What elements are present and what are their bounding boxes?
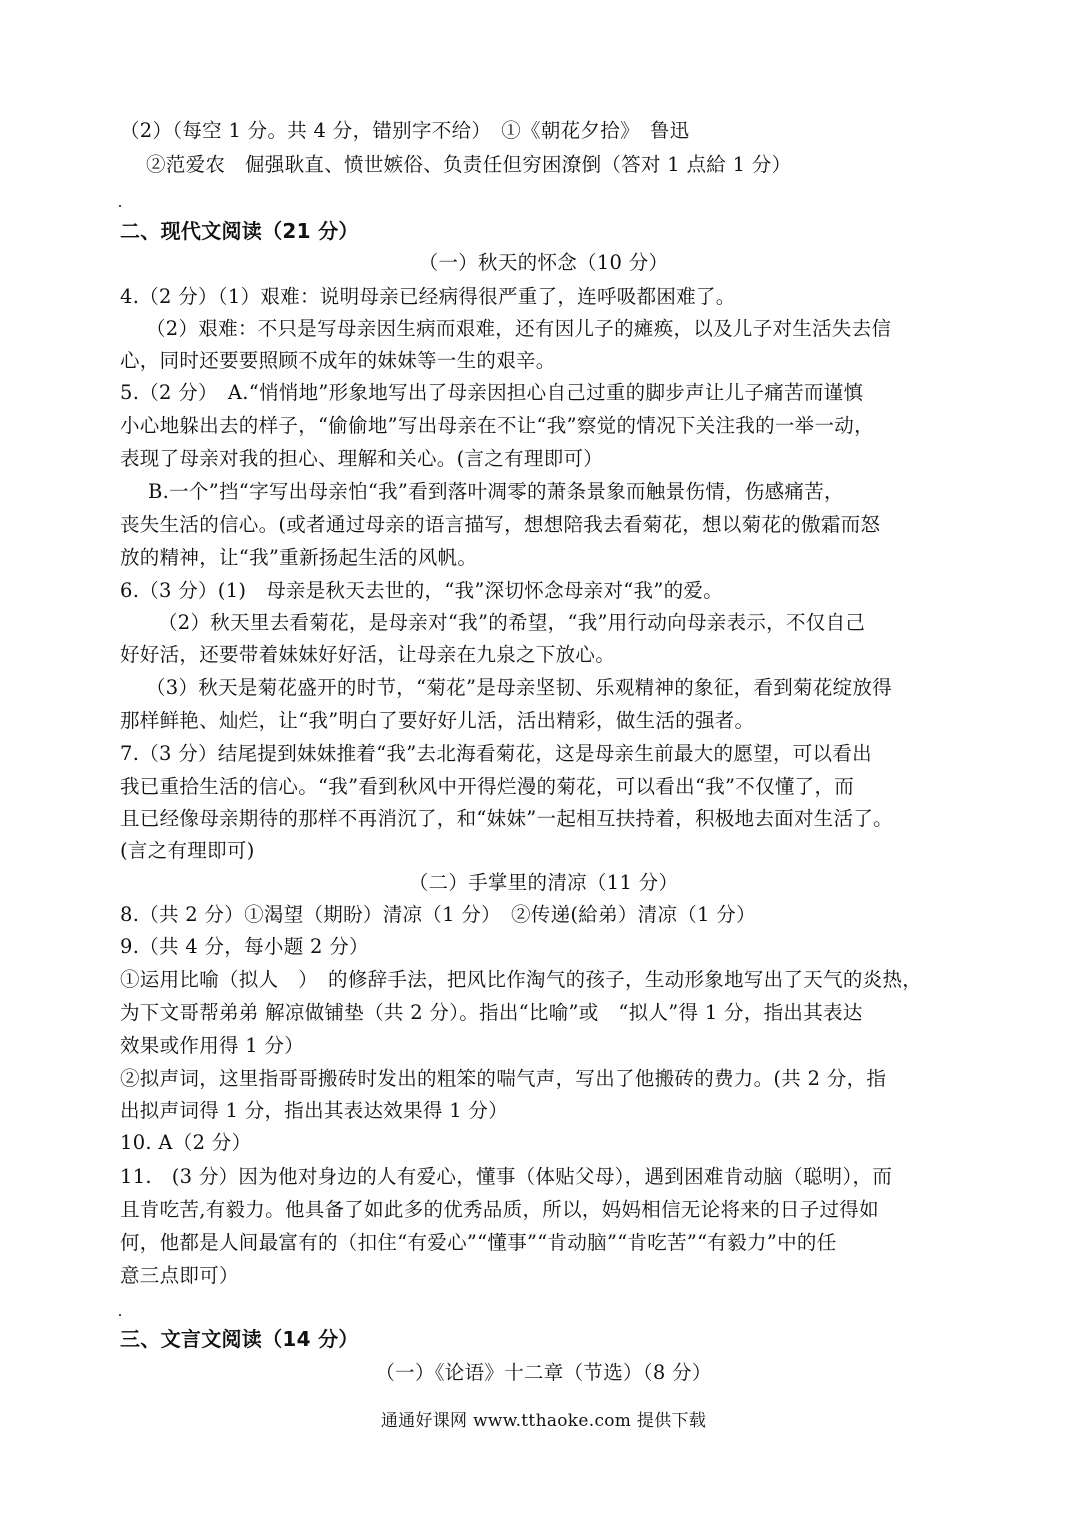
answer-line: 我已重拾生活的信心。“我”看到秋风中开得烂漫的菊花，可以看出“我”不仅懂了，而 (120, 775, 855, 798)
answer-line: B.一个”挡“字写出母亲怕“我”看到落叶凋零的萧条景象而触景伤情，伤感痛苦， (148, 480, 844, 503)
subsection-title: （二）手掌里的清凉（11 分） (408, 871, 679, 894)
answer-line: 且已经像母亲期待的那样不再消沉了，和“妹妹”一起相互扶持着，积极地去面对生活了。 (120, 807, 893, 830)
section-heading-modern-reading: 二、现代文阅读（21 分） (120, 219, 359, 243)
speck (119, 205, 121, 207)
answer-line: ②范爱农 倔强耿直、愤世嫉俗、负责任但穷困潦倒（答对 1 点給 1 分） (146, 153, 792, 176)
answer-line: 9.（共 4 分，每小题 2 分） (120, 935, 369, 958)
answer-line: （3）秋天是菊花盛开的时节，“菊花”是母亲坚韧、乐观精神的象征，看到菊花绽放得 (146, 676, 893, 699)
answer-line: 丧失生活的信心。(或者通过母亲的语言描写，想想陪我去看菊花，想以菊花的傲霜而怒 (120, 513, 881, 536)
answer-line: 出拟声词得 1 分，指出其表达效果得 1 分） (120, 1099, 509, 1122)
answer-line: （2）艰难：不只是写母亲因生病而艰难，还有因儿子的瘫痪，以及儿子对生活失去信 (146, 317, 892, 340)
answer-line: 效果或作用得 1 分） (120, 1034, 305, 1057)
answer-line: 且肯吃苦,有毅力。他具备了如此多的优秀品质，所以，妈妈相信无论将来的日子过得如 (120, 1198, 879, 1221)
speck (119, 1314, 121, 1316)
answer-line: 10. A（2 分） (120, 1131, 252, 1154)
subsection-title: （一）《论语》十二章（节选）（8 分） (375, 1361, 712, 1384)
subsection-title: （一）秋天的怀念（10 分） (418, 251, 669, 274)
answer-line: 小心地躲出去的样子，“偷偷地”写出母亲在不让“我”察觉的情况下关注我的一举一动， (120, 414, 874, 437)
answer-line: ①运用比喻（拟人 ） 的修辞手法，把风比作淘气的孩子，生动形象地写出了天气的炎热， (120, 968, 923, 991)
answer-line: （2）（每空 1 分。共 4 分，错别字不给） ①《朝花夕拾》 鲁迅 (120, 119, 690, 142)
answer-line: 为下文哥帮弟弟 解凉做铺垫（共 2 分）。指出“比喻”或 “拟人”得 1 分，指出其表达 (120, 1001, 863, 1024)
answer-line: 好好活，还要带着妹妹好好活，让母亲在九泉之下放心。 (120, 643, 616, 666)
answer-line: 6.（3 分）(1) 母亲是秋天去世的，“我”深切怀念母亲对“我”的爱。 (120, 579, 724, 602)
page-footer: 通通好课网 www.tthaoke.com 提供下载 (380, 1411, 707, 1431)
answer-line: 8.（共 2 分）①渴望（期盼）清凉（1 分） ②传递(給弟）清凉（1 分） (120, 903, 756, 926)
answer-line: （2）秋天里去看菊花，是母亲对“我”的希望，“我”用行动向母亲表示，不仅自己 (158, 611, 866, 634)
answer-line: 何，他都是人间最富有的（扣住“有爱心”“懂事”“肯动脑”“肯吃苦”“有毅力”中的任 (120, 1231, 837, 1254)
answer-line: 5.（2 分） A.“悄悄地”形象地写出了母亲因担心自己过重的脚步声让儿子痛苦而谨慎 (120, 381, 864, 404)
answer-line: (言之有理即可) (120, 839, 255, 862)
answer-line: 7.（3 分）结尾提到妹妹推着“我”去北海看菊花，这是母亲生前最大的愿望，可以看出 (120, 742, 872, 765)
answer-line: 11. (3 分）因为他对身边的人有爱心，懂事（体贴父母），遇到困难肯动脑（聪明），而 (120, 1165, 893, 1188)
answer-line: 表现了母亲对我的担心、理解和关心。(言之有理即可） (120, 447, 604, 470)
answer-line: ②拟声词，这里指哥哥搬砖时发出的粗笨的喘气声，写出了他搬砖的费力。(共 2 分，指 (120, 1067, 887, 1090)
answer-line: 那样鲜艳、灿烂，让“我”明白了要好好儿活，活出精彩，做生活的强者。 (120, 709, 755, 732)
answer-line: 意三点即可） (120, 1264, 239, 1287)
answer-line: 心，同时还要要照顾不成年的妹妹等一生的艰辛。 (120, 349, 556, 372)
answer-line: 放的精神，让“我”重新扬起生活的风帆。 (120, 546, 478, 569)
section-heading-classical-reading: 三、文言文阅读（14 分） (120, 1327, 359, 1351)
answer-line: 4.（2 分）（1）艰难：说明母亲已经病得很严重了，连呼吸都困难了。 (120, 285, 736, 308)
